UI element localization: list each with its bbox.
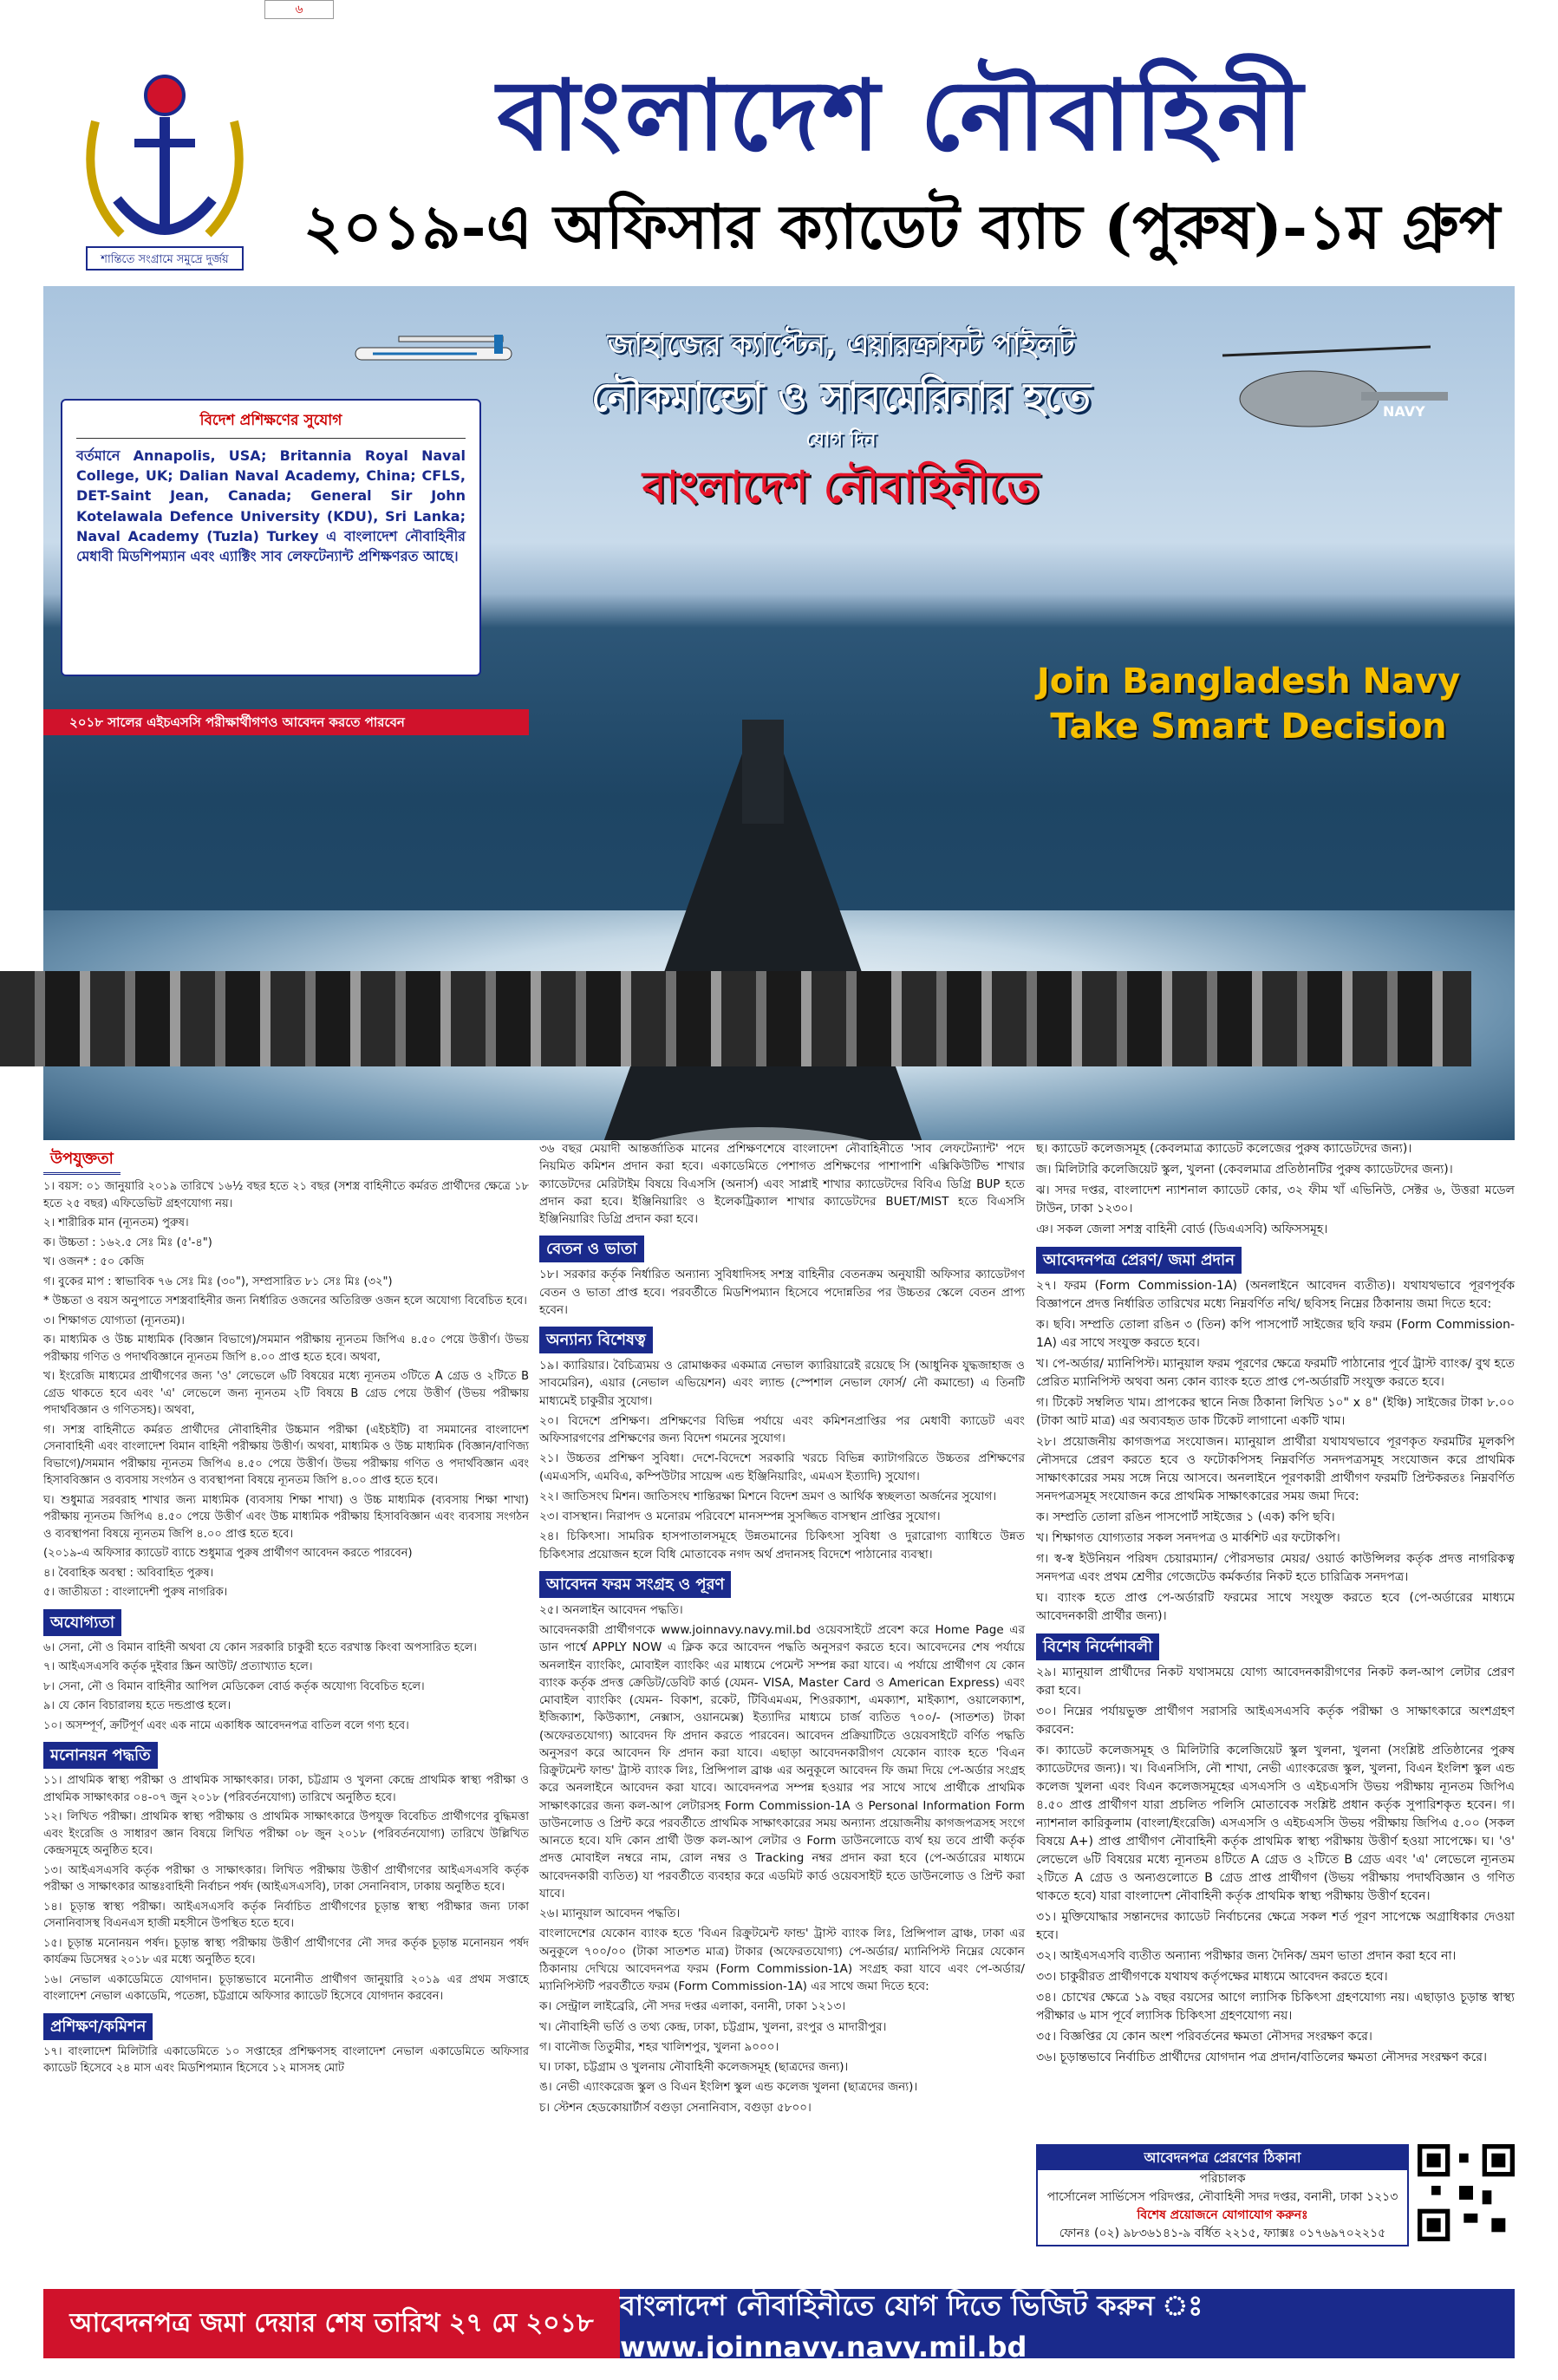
list-item: ৬। সেনা, নৌ ও বিমান বাহিনী অথবা যে কোন সরকারি চাকুরী হতে বরখাস্ত কিংবা অপসারিত হলে। <box>43 1640 477 1654</box>
list-item: গ। বুকের মাপ : স্বাভাবিক ৭৬ সেঃ মিঃ (৩০"), সম্প্রসারিত ৮১ সেঃ মিঃ (৩২") <box>43 1275 393 1288</box>
heading-eligibility: উপযুক্ততা <box>43 1145 121 1175</box>
list-item: ক। সম্প্রতি তোলা রঙিন পাসপোর্ট সাইজের ১ (এক) কপি ছবি। <box>1036 1510 1335 1524</box>
join-line-2: Take Smart Decision <box>1050 707 1447 747</box>
hero-line-4: বাংলাদেশ নৌবাহিনীতে <box>642 461 1040 512</box>
address-line-1: পরিচালক <box>1199 2172 1246 2186</box>
heading-special: বিশেষ নির্দেশাবলী <box>1036 1633 1159 1660</box>
list-item: ৩৬। চূড়ান্তভাবে নির্বাচিত প্রার্থীদের যোগদান পত্র প্রদান/বাতিলের ক্ষমতা নৌসদর সংরক্ষণ করে। <box>1036 2051 1487 2064</box>
column-1 <box>43 1140 529 2080</box>
list-item: ৩০। নিম্নের পর্যায়ভুক্ত প্রার্থীগণ সরাসরি আইএসএসবি কর্তৃক পরীক্ষা ও সাক্ষাৎকারে অংশগ্রহণ করবেন: <box>1036 1705 1515 1737</box>
list-item: ঘ। ব্যাংক হতে প্রাপ্ত পে-অর্ডারটি ফরমের সাথে সংযুক্ত করতে হবে (পে-অর্ডারের মাধ্যমে আবেদনকারী প্রার্থীর জন্য)। <box>1036 1591 1515 1623</box>
list-item: আবেদনকারী প্রার্থীগণকে www.joinnavy.navy.mil.bd ওয়েবসাইটে প্রবেশ করে Home Page এর ডান পার্শ্বে APPLY NOW এ ক্লিক করে আবেদন পদ্ধতি অনুসরণ করতে হবে। আবেদনের শেষ পর্যায়ে অনলাইন ব্যাংকিং, মোবাইল ব্যাংকিং এর মাধ্যমে পেমেন্ট সম্পন্ন করা যাবে। এ পর্যায়ে প্রার্থীগণ যে কোন ব্যাংক কর্তৃক প্রদত্ত ক্রেডিট/ডেবিট কার্ড (যেমন- VISA, Master Card ও American Express) এবং মোবাইল ব্যাংকিং (যেমন- বিকাশ, রকেট, টিবিএমএম, শিওরক্যাশ, এমক্যাশ, মাইক্যাশ, ওয়ালেক্যাশ, ইজিক্যাশ, কিউক্যাশ, নেক্সাস, ওয়ানমেক্স) ইত্যাদির মাধ্যমে চার্জ ব্যতিত ৭০০/- (সাতশত) টাকা (অফেরতযোগ্য) আবেদন ফি প্রদান করতে পারবেন। আবেদন প্রক্রিয়াটিতে ওয়েবসাইটে বর্ণিত পদ্ধতি অনুসরণ করে আবেদন ফি প্রদান করা যাবে। এছাড়া আবেদনকারীগণ যেকোন ব্যাংক হতে 'বিএন রিক্রুটমেন্ট ফান্ড' ট্রাস্ট ব্যাংক লিঃ, প্রিন্সিপাল ব্রাঞ্চ এর অনুকূলে আবেদন ফি জমা দিয়ে পে-অর্ডার সংগ্রহ করে অনলাইনে আবেদন করা যাবে। আবেদনপত্র সম্পন্ন হওয়ার পর সাথে সাথে প্রার্থীকে প্রাথমিক সাক্ষাৎকারের জন্য কল-আপ লেটারসহ Form Commission-1A ও Personal Information Form ডাউনলোড ও প্রিন্ট করে পরবর্তীতে প্রাথমিক সাক্ষাৎকারের সময় অন্যান্য প্রয়োজনীয় কাগজপত্রসহ সংগে আনতে হবে। যদি কোন প্রার্থী উক্ত কল-আপ লেটার ও Form ডাউনলোডে ব্যর্থ হয় তবে প্রার্থী কর্তৃক প্রদত্ত মোবাইল নম্বরে নাম, রোল নম্বর ও Tracking নম্বর প্রদান করা হবে (পে-অর্ডারের মাধ্যমে আবেদনকারী ব্যতিত) যা পরবর্তীতে ব্যবহার করে এডমিট কার্ড ওয়েবসাইট হতে ডাউনলোড ও প্রিন্ট করা যাবে। <box>539 1623 1025 1901</box>
list-item: ২৪। চিকিৎসা। সামরিক হাসপাতালসমূহে উন্নতমানের চিকিৎসা সুবিধা ও দুরারোগ্য ব্যাধিতে উন্নত চিকিৎসার প্রয়োজন হলে বিধি মোতাবেক নগদ অর্থ প্রদানসহ বিদেশে পাঠানোর ব্যবস্থা। <box>539 1529 1025 1562</box>
navy-emblem-icon <box>61 61 269 277</box>
list-item: ২০। বিদেশে প্রশিক্ষণ। প্রশিক্ষণের বিভিন্ন পর্যায়ে এবং কমিশনপ্রাপ্তির পর মেধাবী ক্যাডেট এবং অফিসারগণের প্রশিক্ষণের জন্য বিদেশ গমনের সুযোগ। <box>539 1413 1025 1445</box>
page-subtitle: ২০১৯-এ অফিসার ক্যাডেট ব্যাচ (পুরুষ)-১ম গ্রুপ <box>303 191 1501 263</box>
list-item: ক। ক্যাডেট কলেজসমূহ ও মিলিটারি কলেজিয়েট স্কুল খুলনা, খুলনা (সংশ্লিষ্ট প্রতিষ্ঠানের পুরুষ ক্যাডেটদের জন্য)। খ। বিএনসিসি, নৌ শাখা, নেভী এ্যাংকরেজ স্কুল, খুলনা, বিএন ইংলিশ স্কুল এন্ড কলেজ খুলনা এবং বিএন কলেজসমূহের এসএসসি ও এইচএসসি উভয় পরীক্ষায় ন্যূনতম জিপিএ ৪.৫০ প্রাপ্ত প্রার্থীগণ যারা প্রচলিত পলিসি মোতাবেক সংশ্লিষ্ট প্রধান কর্তৃক সুপারিশকৃত হবেন। গ। ন্যাশনাল কারিকুলাম (বাংলা/ইংরেজি) এসএসসি ও এইচএসসি উভয় পরীক্ষায় জিপিএ ৫.০০ (সকল বিষয়ে A+) প্রাপ্ত প্রার্থীগণ নৌবাহিনী কর্তৃক প্রাথমিক স্বাস্থ্য পরীক্ষায় উত্তীর্ণ হওয়া সাপেক্ষে। ঘ। 'ও' লেভেলে ৬টি বিষয়ের মধ্যে ন্যূনতম ৪টিতে A গ্রেড ও ২টিতে B গ্রেড এবং 'এ' লেভেলে ন্যূনতম ২টিতে A গ্রেড ও অন্যগুলোতে B গ্রেড প্রাপ্ত প্রার্থীগণ (উভয় পরীক্ষায় পদার্থবিজ্ঞান ও গণিত থাকতে হবে) যারা বাংলাদেশ নৌবাহিনী কর্তৃক প্রাথমিক স্বাস্থ্য পরীক্ষায় উত্তীর্ণ হবেন। <box>1036 1744 1515 1903</box>
list-item: ৩১। মুক্তিযোদ্ধার সন্তানদের ক্যাডেট নির্বাচনের ক্ষেত্রে সকল শর্ত পূরণ সাপেক্ষে অগ্রাধিকার দেওয়া হবে। <box>1036 1910 1515 1942</box>
list-item: ঞ। সকল জেলা সশস্ত্র বাহিনী বোর্ড (ডিএএসবি) অফিসসমূহ। <box>1036 1223 1328 1236</box>
list-item: খ। ইংরেজি মাধ্যমের প্রার্থীগণের জন্য 'ও' লেভেলে ৬টি বিষয়ের মধ্যে ন্যূনতম ৩টিতে A গ্রেড ও ২টিতে B গ্রেড থাকতে হবে এবং 'এ' লেভেলে জন্য ন্যূনতম ২টি বিষয়ে B গ্রেড পেয়ে উত্তীর্ণ (উভয় পরীক্ষায় পদার্থবিজ্ঞান ও গণিতসহ)। অথবা, <box>43 1370 529 1417</box>
list-item: ৩৩। চাকুরীরত প্রার্থীগণকে যথাযথ কর্তৃপক্ষের মাধ্যমে আবেদন করতে হবে। <box>1036 1970 1388 1984</box>
hero-line-1: জাহাজের ক্যাপ্টেন, এয়ারক্রাফট পাইলট <box>607 328 1075 362</box>
page-number: ৬ <box>264 0 334 19</box>
list-item: ৭। আইএসএসবি কর্তৃক দুইবার স্ক্রিন আউট/ প্রত্যাখ্যাত হলে। <box>43 1660 313 1673</box>
list-item: ১২। লিখিত পরীক্ষা। প্রাথমিক স্বাস্থ্য পরীক্ষায় ও প্রাথমিক সাক্ষাৎকারে উপযুক্ত বিবেচিত প্রার্থীগণের বুদ্ধিমত্তা এবং ইংরেজি ও সাধারণ জ্ঞান বিষয়ে লিখিত পরীক্ষা ০৮ জুন ২০১৮ (পরিবর্তনযোগ্য) তারিখে উল্লিখিত কেন্দ্রসমূহে অনুষ্ঠিত হবে। <box>43 1810 529 1857</box>
heading-salary: বেতন ও ভাতা <box>539 1236 644 1262</box>
list-item: ক। ছবি। সম্প্রতি তোলা রঙিন ৩ (তিন) কপি পাসপোর্ট সাইজের ছবি ফরম (Form Commission-1A) এর সাথে সংযুক্ত করতে হবে। <box>1036 1318 1515 1350</box>
list-item: ৩২। আইএসএসবি ব্যতীত অন্যান্য পরীক্ষার জন্য দৈনিক/ ভ্রমণ ভাতা প্রদান করা হবে না। <box>1036 1949 1457 1963</box>
list-item: ঘ। ঢাকা, চট্টগ্রাম ও খুলনায় নৌবাহিনী কলেজসমূহ (ছাত্রদের জন্য)। <box>539 2060 849 2074</box>
list-item: ঝ। সদর দপ্তর, বাংলাদেশ ন্যাশনাল ক্যাডেট কোর, ৩২ ফীম খাঁ এভিনিউ, সেক্টর ৬, উত্তরা মডেল টাউন, ঢাকা ১২৩০। <box>1036 1183 1515 1216</box>
features-list <box>539 1357 1025 1563</box>
overseas-body: বর্তমানে Annapolis, USA; Britannia Royal Naval College, UK; Dalian Naval Academy, China; CFLS, DET-Saint Jean, Canada; General Sir John Kotelawala Defence University (KDU), Sri Lanka; Naval Academy (Tuzla) Turkey এ বাংলাদেশ নৌবাহিনীর মেধাবী মিডশিপম্যান এবং এ্যাক্টিং সাব লেফটেন্যান্ট প্রশিক্ষণরত আছে। <box>76 447 466 564</box>
heading-training: প্রশিক্ষণ/কমিশন <box>43 2013 153 2040</box>
address-heading: আবেদনপত্র প্রেরণের ঠিকানা <box>1038 2146 1407 2170</box>
chain-divider <box>0 971 1471 1066</box>
list-item: খ। শিক্ষাগত যোগ্যতার সকল সনদপত্র ও মার্কশিট এর ফটোকপি। <box>1036 1531 1340 1545</box>
heading-selection: মনোনয়ন পদ্ধতি <box>43 1742 158 1769</box>
deadline-banner: আবেদনপত্র জমা দেয়ার শেষ তারিখ ২৭ মে ২০১৮ <box>43 2289 620 2358</box>
list-item: ঙ। নেভী এ্যাংকরেজ স্কুল ও বিএন ইংলিশ স্কুল এন্ড কলেজ খুলনা (ছাত্রদের জন্য)। <box>539 2080 918 2095</box>
heading-ineligibility: অযোগ্যতা <box>43 1609 121 1636</box>
footer-bar <box>43 2289 1515 2364</box>
list-item: ২৮। প্রয়োজনীয় কাগজপত্র সংযোজন। ম্যানুয়াল প্রার্থীরা যথাযথভাবে পূরণকৃত ফরমটির মূলকপি নৌসদরে প্রেরণ করতে হবে ও ফটোকপিসহ নিম্নবর্ণিত সনদপত্রসমূহ সংযোজন করে প্রাথমিক সাক্ষাৎকারের সময় সঙ্গে নিয়ে আসবে। অনলাইনে পূরণকারী প্রার্থীগণ ফরমটি প্রিন্টকরতঃ নিম্নবর্ণিত সনদপত্রসমূহ সংযোজন করে প্রাথমিক সাক্ষাৎকারের সময় জমা দিবে: <box>1036 1435 1515 1503</box>
list-item: খ। পে-অর্ডার/ ম্যানিপিস্ট। ম্যানুয়াল ফরম পূরণের ক্ষেত্রে ফরমটি পাঠানোর পূর্বে ট্রাস্ট ব্যাংক/ বুথ হতে প্রেরিত ম্যানিপিস্ট অথবা অন্য কোন ব্যাংক হতে প্রাপ্ত পে-অর্ডারটি সংযুক্ত করতে হবে। <box>1036 1357 1515 1389</box>
list-item: গ। টিকেট সম্বলিত খাম। প্রাপকের স্থানে নিজ ঠিকানা লিখিত ১০" x ৪" (ইঞ্চি) সাইজের টাকা ৮.০০ (টাকা আট মাত্র) এর অব্যবহৃত ডাক টিকেট লাগানো একটি খাম। <box>1036 1396 1515 1428</box>
list-item: ২২। জাতিসংঘ মিশন। জাতিসংঘ শান্তিরক্ষা মিশনে বিদেশ ভ্রমণ ও আর্থিক স্বচ্ছলতা অর্জনের সুযোগ। <box>539 1489 997 1503</box>
selection-list <box>43 1772 529 2005</box>
list-item: ক। মাধ্যমিক ও উচ্চ মাধ্যমিক (বিজ্ঞান বিভাগে)/সমমান পরীক্ষায় ন্যূনতম জিপিএ ৪.৫০ পেয়ে উত্তীর্ণ। উভয় পরীক্ষায় গণিত ও পদার্থবিজ্ঞানে ন্যূনতম জিপি ৪.০০ প্রাপ্ত হতে হবে। অথবা, <box>43 1333 529 1364</box>
ineligibility-list <box>43 1640 529 1735</box>
hsc-notice-band: ২০১৮ সালের এইচএসসি পরীক্ষার্থীগণও আবেদন করতে পারবেন <box>43 709 529 735</box>
heading-submit: আবেদনপত্র প্রেরণ/ জমা প্রদান <box>1036 1247 1242 1274</box>
list-item: ৫। জাতীয়তা : বাংলাদেশী পুরুষ নাগরিক। <box>43 1586 228 1599</box>
overseas-title: বিদেশ প্রশিক্ষণের সুযোগ <box>76 409 466 439</box>
join-slogan <box>1032 659 1465 749</box>
list-item: ১। বয়স: ০১ জানুয়ারি ২০১৯ তারিখে ১৬½ বছর হতে ২১ বছর (সশস্ত্র বাহিনীতে কর্মরত প্রার্থীদের ক্ষেত্রে ১৮ হতে ২৫ বছর) এফিডেভিট গ্রহণযোগ্য নয়। <box>43 1180 529 1210</box>
list-item: বাংলাদেশের যেকোন ব্যাংক হতে 'বিএন রিক্রুটমেন্ট ফান্ড' ট্রাস্ট ব্যাংক লিঃ, প্রিন্সিপাল ব্রাঞ্চ, ঢাকা এর অনুকূলে ৭০০/০০ (টাকা সাতশত মাত্র) টাকার (অফেরতযোগ্য) পে-অর্ডার/ ম্যানিপিস্ট নিম্নের যেকোন ঠিকানায় দেখিয়ে আবেদনপত্র ফরম (Form Commission-1A) সংগ্রহ করা যাবে এবং পে-অর্ডার/ম্যানিপিস্টটি পরবর্তীতে ফরম (Form Commission-1A) এর সাথে জমা দিতে হবে: <box>539 1927 1025 1993</box>
list-item: ৩। শিক্ষাগত যোগ্যতা (ন্যূনতম)। <box>43 1314 185 1327</box>
list-item: ৩৪। চোখের ক্ষেত্রে ১৯ বছর বয়সের আগে ল্যাসিক চিকিৎসা গ্রহণযোগ্য নয়। এছাড়াও চূড়ান্ত স্বাস্থ্য পরীক্ষার ৬ মাস পূর্বে ল্যাসিক চিকিৎসা গ্রহণযোগ্য নয়। <box>1036 1991 1515 2023</box>
heading-apply: আবেদন ফরম সংগ্রহ ও পূরণ <box>539 1571 731 1598</box>
website-banner[interactable]: বাংলাদেশ নৌবাহিনীতে যোগ দিতে ভিজিট করুন ঃ www.joinnavy.navy.mil.bd <box>620 2289 1515 2358</box>
list-item: ২। শারীরিক মান (ন্যূনতম) পুরুষ। <box>43 1216 189 1229</box>
emblem-motto: শান্তিতে সংগ্রামে সমুদ্রে দুর্জয় <box>101 253 229 266</box>
list-item: * উচ্চতা ও বয়স অনুপাতে সশস্ত্রবাহিনীর জন্য নির্ধারিত ওজনের অতিরিক্ত ওজন হলে অযোগ্য বিবেচিত হবে। <box>43 1294 527 1307</box>
list-item: গ। বানৌজ তিতুমীর, শহর খালিশপুর, খুলনা ৯০০০। <box>539 2039 779 2054</box>
qr-code-icon[interactable] <box>1418 2144 1515 2241</box>
overseas-training-box <box>61 399 481 676</box>
list-item: ১০। অসম্পূর্ণ, ক্রটিপূর্ণ এবং এক নামে একাধিক আবেদনপত্র বাতিল বলে গণ্য হবে। <box>43 1718 409 1732</box>
list-item: খ। ওজন* : ৫০ কেজি <box>43 1255 145 1268</box>
special-list <box>1036 1664 1515 2067</box>
list-item: ১৫। চূড়ান্ত মনোনয়ন পর্ষদ। চূড়ান্ত স্বাস্থ্য পরীক্ষায় উত্তীর্ণ প্রার্থীগণের নৌ সদর কর্তৃক চূড়ান্ত মনোনয়ন পর্ষদ কার্যক্রম ডিসেম্বর ২০১৮ এর মধ্যে অনুষ্ঠিত হবে। <box>43 1936 529 1966</box>
list-item: জ। মিলিটারি কলেজিয়েট স্কুল, খুলনা (কেবলমাত্র প্রতিষ্ঠানটির পুরুষ ক্যাডেটদের জন্য)। <box>1036 1163 1453 1177</box>
heading-features: অন্যান্য বিশেষত্ব <box>539 1327 653 1353</box>
submit-list <box>1036 1277 1515 1626</box>
advertisement-body <box>43 1140 1515 2267</box>
list-item: ৩৫। বিজ্ঞপ্তির যে কোন অংশ পরিবর্তনের ক্ষমতা নৌসদর সংরক্ষণ করে। <box>1036 2030 1372 2044</box>
list-item: ১৭। বাংলাদেশ মিলিটারি একাডেমিতে ১০ সপ্তাহের প্রশিক্ষণসহ বাংলাদেশ নেভাল একাডেমিতে অফিসার ক্যাডেট হিসেবে ২৪ মাস এবং মিডশিপম্যান হিসেবে ১২ মাসসহ মোট <box>43 2044 529 2075</box>
list-item: ২৭। ফরম (Form Commission-1A) (অনলাইনে আবেদন ব্যতীত)। যথাযথভাবে পূরণপূর্বক বিজ্ঞাপনে প্রদত্ত নির্ধারিত তারিখের মধ্যে নিম্নবর্ণিত নথি/ ছবিসহ নিম্নের ঠিকানায় জমা দিতে হবে: <box>1036 1279 1515 1311</box>
list-item: ১৯। ক্যারিয়ার। বৈচিত্র্যময় ও রোমাঞ্চকর একমাত্র নেভাল ক্যারিয়ারেই রয়েছে সি (আধুনিক যুদ্ধজাহাজ ও সাবমেরিন), এয়ার (নেভাল এভিয়েশন) এবং ল্যান্ড (স্পেশাল নেভাল ফোর্স/ নৌ কমান্ডো) এ তিনটি মাধ্যমেই চাকুরীর সুযোগ। <box>539 1359 1025 1408</box>
header <box>43 26 1515 286</box>
address-line-3: বিশেষ প্রয়োজনে যোগাযোগ করুনঃ <box>1137 2208 1308 2222</box>
list-item: গ। সশস্ত্র বাহিনীতে কর্মরত প্রার্থীদের নৌবাহিনীর উচ্চমান পরীক্ষা (এইচইটি) বা সমমানের বাংলাদেশ সেনাবাহিনী এবং বাংলাদেশ বিমান বাহিনী পরীক্ষায় উত্তীর্ণ। অথবা, মাধ্যমিক ও উচ্চ মাধ্যমিক (বিজ্ঞান/বাণিজ্য বিভাগে)/সমমান পরীক্ষায় ন্যূনতম জিপিএ ৪.৫০ পেয়ে উত্তীর্ণ। উভয় পরীক্ষায় গণিত ও পদার্থবিজ্ঞান এবং হিসাববিজ্ঞান ও ব্যবসায় সংগঠন ও ব্যবস্থাপনা বিষয়ে ন্যূনতম জিপি ৪.০০ প্রাপ্ত হতে হবে। <box>43 1423 529 1487</box>
list-item: ১১। প্রাথমিক স্বাস্থ্য পরীক্ষা ও প্রাথমিক সাক্ষাৎকার। ঢাকা, চট্টগ্রাম ও খুলনা কেন্দ্রে প্রাথমিক স্বাস্থ্য পরীক্ষা ও প্রাথমিক সাক্ষাৎকার ০৪-০৭ জুন ২০১৮ (পরিবর্তনযোগ্য) তারিখে অনুষ্ঠিত হবে। <box>43 1774 529 1804</box>
training-list <box>43 2044 529 2077</box>
list-item: ৮। সেনা, নৌ ও বিমান বাহিনীর আপিল মেডিকেল বোর্ড কর্তৃক অযোগ্য বিবেচিত হলে। <box>43 1679 425 1693</box>
commission-intro: ৩৬ বছর মেয়াদী আন্তর্জাতিক মানের প্রশিক্ষণশেষে বাংলাদেশ নৌবাহিনীতে 'সাব লেফটেন্যান্ট' পদে নিয়মিত কমিশন প্রদান করা হবে। একাডেমিতে পেশাগত প্রশিক্ষণের পাশাপাশি এক্সিকিউটিভ শাখার ক্যাডেটদের মেরিটাইম বিষয়ে বিএসসি (অনার্স) এবং সাপ্লাই শাখার ক্যাডেটদের বিবিএ ডিগ্রি BUP হতে প্রদান করা হবে। ইঞ্জিনিয়ারিং ও ইলেকট্রিক্যাল শাখার ক্যাডেটদের BUET/MIST হতে বিএসসি ইঞ্জিনিয়ারিং ডিগ্রি প্রদান করা হবে। <box>539 1142 1025 1226</box>
list-item: গ। স্ব-স্ব ইউনিয়ন পরিষদ চেয়ারম্যান/ পৌরসভার মেয়র/ ওয়ার্ড কাউন্সিলর কর্তৃক প্রদত্ত নাগরিকত্ব সনদপত্র এবং প্রথম শ্রেণীর গেজেটেড কর্মকর্তার নিকট হতে চারিত্রিক সনদপত্র। <box>1036 1552 1515 1584</box>
address-line-2: পার্সোনেল সার্ভিসেস পরিদপ্তর, নৌবাহিনী সদর দপ্তর, বনানী, ঢাকা ১২১৩ <box>1046 2190 1398 2204</box>
list-item: ছ। ক্যাডেট কলেজসমূহ (কেবলমাত্র ক্যাডেট কলেজের পুরুষ ক্যাডেটদের জন্য)। <box>1036 1142 1412 1156</box>
heli-label: NAVY <box>1383 403 1425 420</box>
page-title: বাংলাদেশ নৌবাহিনী <box>497 59 1307 173</box>
list-item: ১৩। আইএসএসবি কর্তৃক পরীক্ষা ও সাক্ষাৎকার। লিখিত পরীক্ষায় উত্তীর্ণ প্রার্থীগণের আইএসএসবি কর্তৃক পরীক্ষা ও সাক্ষাৎকার আন্তঃবাহিনী নির্বাচন পর্ষদ (আইএসএসবি), ঢাকা সেনানিবাস, ঢাকায় অনুষ্ঠিত হবে। <box>43 1863 529 1894</box>
submarine-icon <box>494 720 1032 1140</box>
list-item: ২১। উচ্চতর প্রশিক্ষণ সুবিধা। দেশে-বিদেশে সরকারি খরচে বিভিন্ন ক্যাটাগরিতে উচ্চতর প্রশিক্ষণের (এমএসসি, এমবিএ, কম্পিউটার সায়েন্স এন্ড ইঞ্জিনিয়ারিং, এমএস ইত্যাদি) সুযোগ। <box>539 1451 1025 1483</box>
list-item: ১৪। চূড়ান্ত স্বাস্থ্য পরীক্ষা। আইএসএসবি কর্তৃক নির্বাচিত প্রার্থীগণের চূড়ান্ত স্বাস্থ্য পরীক্ষার জন্য ঢাকা সেনানিবাসস্থ বিএনএস হাজী মহসীনে উপস্থিত হতে হবে। <box>43 1900 529 1930</box>
list-item: ক। সেন্ট্রাল লাইব্রেরি, নৌ সদর দপ্তর এলাকা, বনানী, ঢাকা ১২১৩। <box>539 1999 846 2014</box>
list-item: ১৮। সরকার কর্তৃক নির্ধারিত অন্যান্য সুবিধাদিসহ সশস্ত্র বাহিনীর বেতনক্রম অনুযায়ী অফিসার ক্যাডেটগণ বেতন ও ভাতা প্রাপ্ত হবে। পরবর্তীতে মিডশিপম্যান হিসেবে পদোন্নতির পর উচ্চতর স্কেলে বেতন প্রাপ্য হবেন। <box>539 1268 1025 1317</box>
list-item: ক। উচ্চতা : ১৬২.৫ সেঃ মিঃ (৫'-৪") <box>43 1236 212 1249</box>
list-item: ২৩। বাসস্থান। নিরাপদ ও মনোরম পরিবেশে মানসম্পন্ন সুসজ্জিত বাসস্থান প্রাপ্তির সুযোগ। <box>539 1510 941 1523</box>
address-list <box>1036 1140 1515 1239</box>
helicopter-icon <box>1205 338 1465 451</box>
address-box <box>1036 2144 1409 2246</box>
list-item: ২৬। ম্যানুয়াল আবেদন পদ্ধতি। <box>539 1907 681 1920</box>
apply-list <box>539 1601 1025 2116</box>
address-line-4: ফোনঃ (০২) ৯৮৩৬১৪১-৯ বর্ধিত ২২১৫, ফ্যাক্সঃ ০১৭৬৯৭০২২১৫ <box>1059 2227 1386 2240</box>
salary-list <box>539 1266 1025 1319</box>
aircraft-icon <box>338 317 529 387</box>
column-2 <box>539 1140 1025 2119</box>
column-3 <box>1036 1140 1515 2070</box>
join-line-1: Join Bangladesh Navy <box>1036 662 1461 701</box>
list-item: ২৫। অনলাইন আবেদন পদ্ধতি। <box>539 1602 683 1617</box>
list-item: ২৯। ম্যানুয়াল প্রার্থীদের নিকট যথাসময়ে যোগ্য আবেদনকারীগণের নিকট কল-আপ লেটার প্রেরণ করা হবে। <box>1036 1666 1515 1698</box>
list-item: (২০১৯-এ অফিসার ক্যাডেট ব্যাচে শুধুমাত্র পুরুষ প্রার্থীগণ আবেদন করতে পারবেন) <box>43 1547 413 1560</box>
list-item: ৪। বৈবাহিক অবস্থা : অবিবাহিত পুরুষ। <box>43 1566 214 1580</box>
hero-line-2: নৌকমান্ডো ও সাবমেরিনার হতে <box>591 374 1091 421</box>
list-item: ঘ। শুধুমাত্র সরবরাহ শাখার জন্য মাধ্যমিক (ব্যবসায় শিক্ষা শাখা) ও উচ্চ মাধ্যমিক (ব্যবসায় শিক্ষা শাখা) পরীক্ষায় ন্যূনতম জিপিএ ৪.৫০ পেয়ে উত্তীর্ণ এবং উচ্চ মাধ্যমিক পরীক্ষায় হিসাববিজ্ঞান এবং ব্যবসায় সংগঠন ও ব্যবস্থাপনা বিষয়ে ন্যূনতম জিপি ৪.০০ প্রাপ্ত হতে হবে। <box>43 1493 529 1541</box>
eligibility-list <box>43 1178 529 1601</box>
hero-line-3: যোগ দিন <box>805 429 877 451</box>
list-item: চ। স্টেশন হেডকোয়ার্টার্স বগুড়া সেনানিবাস, বগুড়া ৫৮০০। <box>539 2100 812 2115</box>
list-item: ১৬। নেভাল একাডেমিতে যোগদান। চূড়ান্তভাবে মনোনীত প্রার্থীগণ জানুয়ারি ২০১৯ এর প্রথম সপ্তাহে বাংলাদেশ নেভাল একাডেমি, পতেঙ্গা, চট্টগ্রামে অফিসার ক্যাডেট হিসেবে যোগদান করবেন। <box>43 1972 529 2003</box>
list-item: ৯। যে কোন বিচারালয় হতে দন্ডপ্রাপ্ত হলে। <box>43 1699 231 1712</box>
list-item: খ। নৌবাহিনী ভর্তি ও তথ্য কেন্দ্র, ঢাকা, চট্টগ্রাম, খুলনা, রংপুর ও মাদারীপুর। <box>539 2019 887 2034</box>
